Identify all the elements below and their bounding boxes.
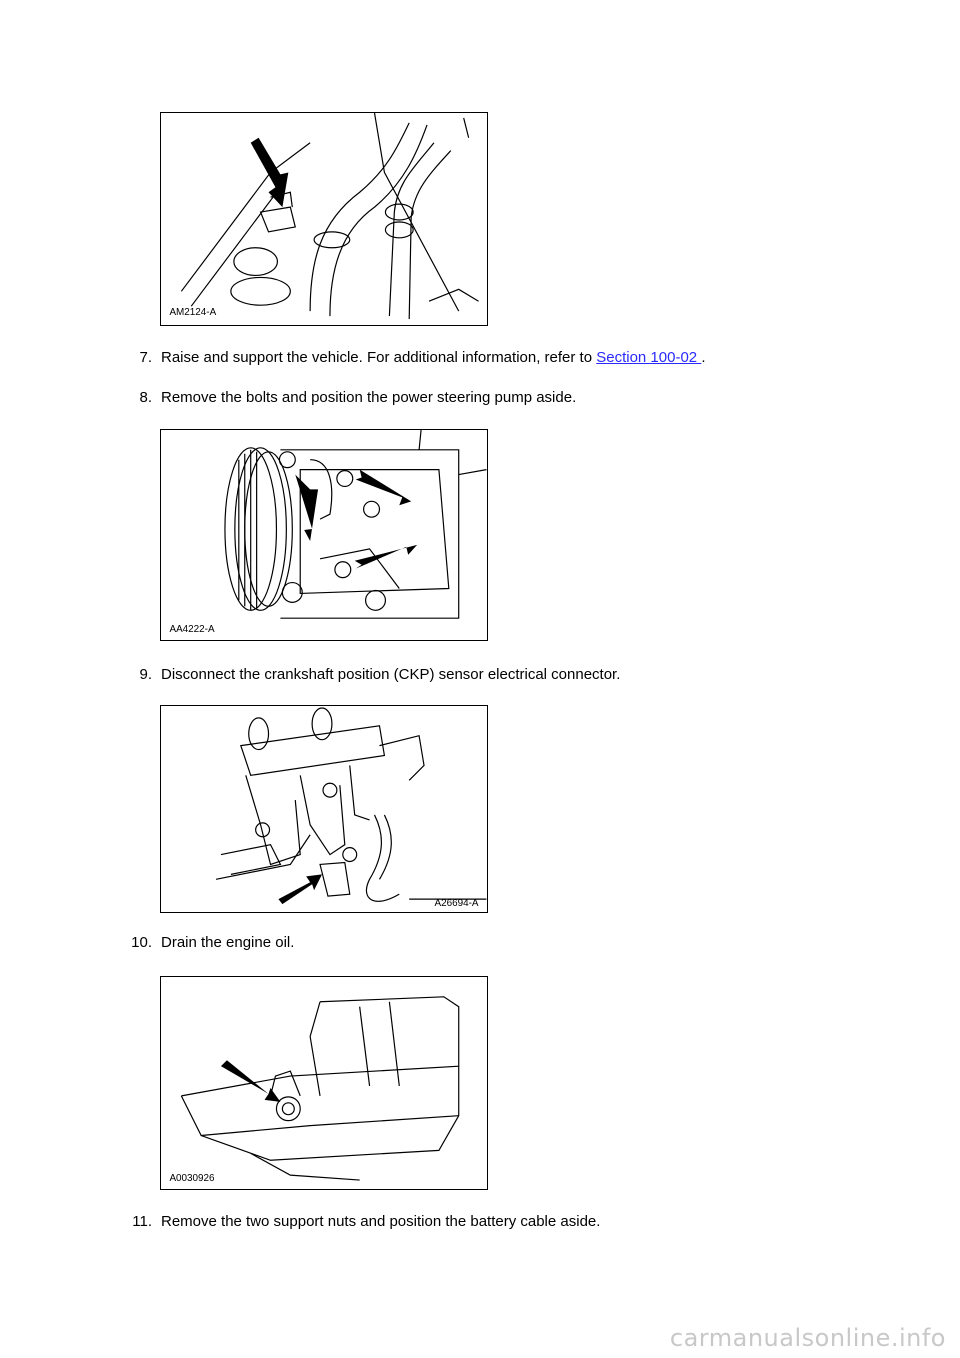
figure-code: AM2124-A [169, 307, 217, 319]
section-link[interactable]: Section 100-02 [596, 349, 702, 366]
step-number: 10. [131, 934, 152, 951]
step-number: 8. [139, 389, 152, 406]
oil-drain-plug-illustration [161, 977, 487, 1189]
figure-code: A0030926 [169, 1173, 215, 1185]
step-text: Disconnect the crankshaft position (CKP) sensor electrical connector. [161, 666, 621, 683]
step-number: 11. [132, 1213, 152, 1230]
step-text: Remove the bolts and position the power steering pump aside. [161, 389, 577, 406]
step-number: 7. [139, 349, 152, 366]
step-text-body: Raise and support the vehicle. For additional information, refer to [161, 349, 597, 366]
step-text [161, 349, 705, 367]
power-steering-pump-illustration [161, 430, 487, 640]
ckp-connector-illustration [161, 706, 487, 912]
figure-power-steering-pump [160, 429, 488, 641]
watermark: carmanualsonline.info [669, 1324, 946, 1352]
step-text: Remove the two support nuts and position the battery cable aside. [161, 1213, 601, 1230]
step-number: 9. [139, 666, 152, 683]
power-steering-line-illustration [161, 113, 487, 325]
figure-ckp-connector [160, 705, 488, 913]
step-text: Drain the engine oil. [161, 934, 295, 951]
figure-oil-drain-plug [160, 976, 488, 1190]
figure-power-steering-line [160, 112, 488, 326]
step-text-after: . [701, 349, 706, 366]
figure-code: AA4222-A [169, 624, 215, 636]
figure-code: A26694-A [434, 898, 479, 910]
